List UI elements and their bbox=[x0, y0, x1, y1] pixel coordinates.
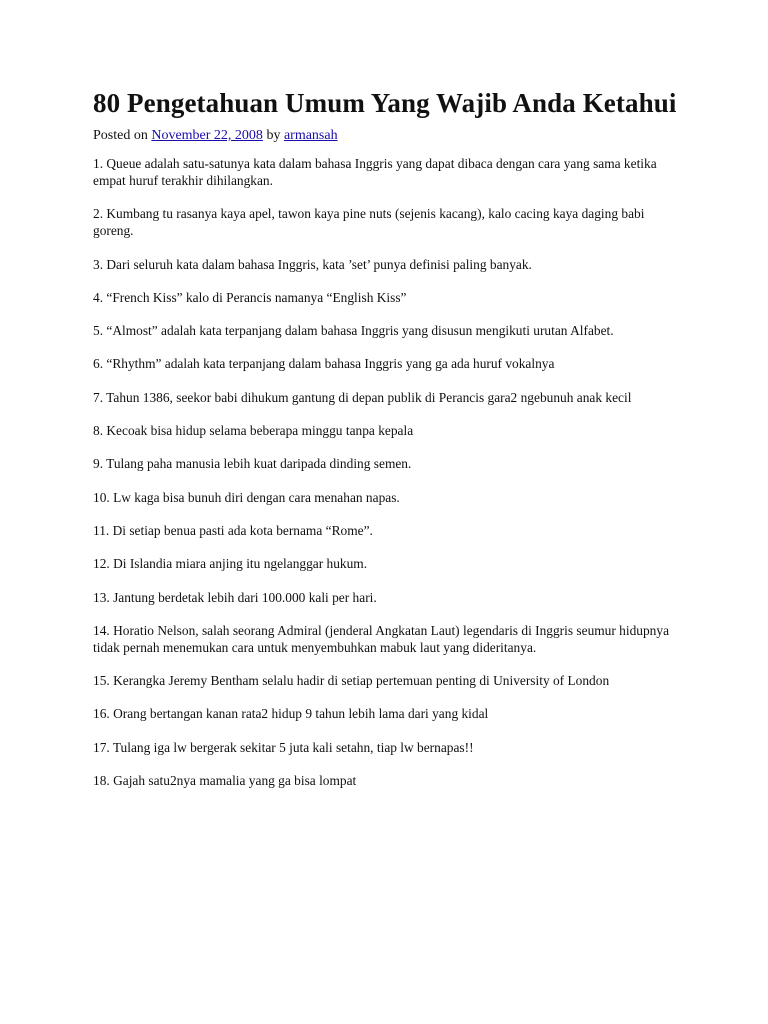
fact-item: 5. “Almost” adalah kata terpanjang dalam bahasa Inggris yang disusun mengikuti urutan Alfabet. bbox=[93, 323, 614, 339]
fact-item: 16. Orang bertangan kanan rata2 hidup 9 tahun lebih lama dari yang kidal bbox=[93, 706, 489, 722]
posted-on-label: Posted on bbox=[93, 128, 148, 143]
fact-item: 13. Jantung berdetak lebih dari 100.000 kali per hari. bbox=[93, 589, 377, 605]
fact-item: 17. Tulang iga lw bergerak sekitar 5 juta kali setahn, tiap lw bernapas!! bbox=[93, 739, 474, 755]
fact-item: 1. Queue adalah satu-satunya kata dalam bahasa Inggris yang dapat dibaca dengan cara yang sama ketika empat huruf terakhir dihilangkan. bbox=[93, 156, 657, 188]
fact-item: 11. Di setiap benua pasti ada kota bernama “Rome”. bbox=[93, 522, 373, 538]
fact-item: 8. Kecoak bisa hidup selama beberapa minggu tanpa kepala bbox=[93, 423, 414, 439]
fact-item: 12. Di Islandia miara anjing itu ngelanggar hukum. bbox=[93, 556, 368, 572]
fact-item: 14. Horatio Nelson, salah seorang Admiral (jenderal Angkatan Laut) legendaris di Inggris seumur hidupnya tidak pernah menemukan cara untuk menyembuhkan mabuk laut yang dideritanya. bbox=[93, 622, 670, 655]
author-link[interactable]: armansah bbox=[283, 128, 338, 143]
by-label: by bbox=[266, 128, 281, 143]
fact-item: 2. Kumbang tu rasanya kaya apel, tawon kaya pine nuts (sejenis kacang), kalo cacing kaya daging babi goreng. bbox=[93, 206, 645, 239]
post-date-link[interactable]: November 22, 2008 bbox=[151, 128, 263, 143]
fact-item: 4. “French Kiss” kalo di Perancis namanya “English Kiss” bbox=[93, 289, 407, 305]
article-title: 80 Pengetahuan Umum Yang Wajib Anda Ketahui bbox=[93, 88, 677, 118]
fact-item: 3. Dari seluruh kata dalam bahasa Inggris, kata ’set’ punya definisi paling banyak. bbox=[93, 256, 532, 272]
article bbox=[93, 86, 683, 805]
fact-item: 6. “Rhythm” adalah kata terpanjang dalam bahasa Inggris yang ga ada huruf vokalnya bbox=[93, 356, 555, 372]
fact-item: 9. Tulang paha manusia lebih kuat daripada dinding semen. bbox=[93, 456, 412, 472]
fact-item: 10. Lw kaga bisa bunuh diri dengan cara menahan napas. bbox=[93, 489, 400, 505]
fact-item: 7. Tahun 1386, seekor babi dihukum gantung di depan publik di Perancis gara2 ngebunuh anak kecil bbox=[93, 389, 632, 405]
fact-item: 15. Kerangka Jeremy Bentham selalu hadir di setiap pertemuan penting di University of London bbox=[93, 673, 610, 689]
fact-list bbox=[93, 155, 683, 789]
fact-item: 18. Gajah satu2nya mamalia yang ga bisa lompat bbox=[93, 773, 357, 789]
post-meta bbox=[93, 127, 683, 145]
